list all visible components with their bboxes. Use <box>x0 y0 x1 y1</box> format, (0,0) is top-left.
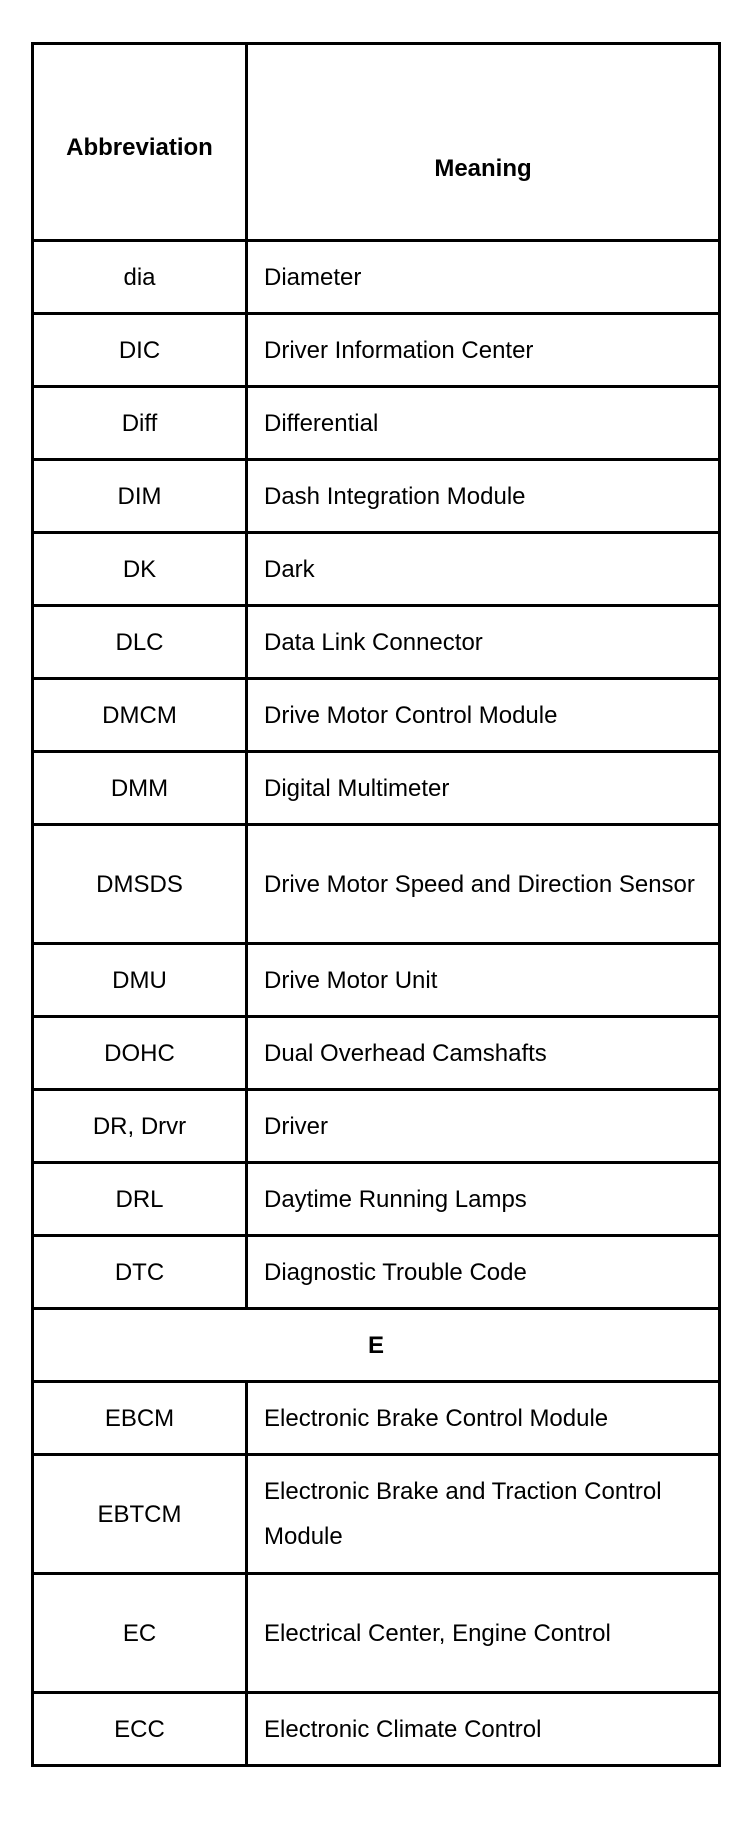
table-row <box>33 533 720 606</box>
abbreviation-cell: Diff <box>33 387 247 460</box>
abbreviation-cell: EBCM <box>33 1382 247 1455</box>
table-row <box>33 944 720 1017</box>
table-row <box>33 1236 720 1309</box>
table-row <box>33 752 720 825</box>
meaning-cell: Drive Motor Control Module <box>247 679 720 752</box>
table-row <box>33 606 720 679</box>
meaning-cell: Electronic Climate Control <box>247 1693 720 1766</box>
table-row <box>33 314 720 387</box>
abbreviation-cell: DLC <box>33 606 247 679</box>
meaning-cell: Driver <box>247 1090 720 1163</box>
abbreviation-cell: DMM <box>33 752 247 825</box>
meaning-cell: Drive Motor Speed and Direction Sensor <box>247 825 720 944</box>
meaning-cell: Dark <box>247 533 720 606</box>
meaning-cell: Dual Overhead Camshafts <box>247 1017 720 1090</box>
table-row <box>33 825 720 944</box>
table-row <box>33 1693 720 1766</box>
table-row <box>33 1163 720 1236</box>
abbreviation-cell: DMCM <box>33 679 247 752</box>
meaning-cell: Daytime Running Lamps <box>247 1163 720 1236</box>
abbreviation-cell: dia <box>33 241 247 314</box>
table-row <box>33 241 720 314</box>
table-row <box>33 1017 720 1090</box>
abbreviation-cell: DIC <box>33 314 247 387</box>
meaning-cell: Digital Multimeter <box>247 752 720 825</box>
meaning-cell: Drive Motor Unit <box>247 944 720 1017</box>
header-abbreviation: Abbreviation <box>33 44 247 241</box>
abbreviation-cell: DOHC <box>33 1017 247 1090</box>
meaning-cell: Electronic Brake and Traction Control Module <box>247 1455 720 1574</box>
table-row <box>33 460 720 533</box>
table-row <box>33 1382 720 1455</box>
abbreviation-cell: DTC <box>33 1236 247 1309</box>
section-header-row <box>33 1309 720 1382</box>
abbreviation-cell: DIM <box>33 460 247 533</box>
abbreviation-table <box>31 42 721 1767</box>
table-header-row <box>33 44 720 241</box>
meaning-cell: Electrical Center, Engine Control <box>247 1574 720 1693</box>
meaning-cell: Electronic Brake Control Module <box>247 1382 720 1455</box>
meaning-cell: Diagnostic Trouble Code <box>247 1236 720 1309</box>
abbreviation-cell: DR, Drvr <box>33 1090 247 1163</box>
abbreviation-cell: EBTCM <box>33 1455 247 1574</box>
table-row <box>33 1090 720 1163</box>
meaning-cell: Data Link Connector <box>247 606 720 679</box>
abbreviation-cell: DRL <box>33 1163 247 1236</box>
meaning-cell: Diameter <box>247 241 720 314</box>
abbreviation-cell: EC <box>33 1574 247 1693</box>
table-row <box>33 679 720 752</box>
meaning-cell: Driver Information Center <box>247 314 720 387</box>
table-row <box>33 1574 720 1693</box>
abbreviation-cell: ECC <box>33 1693 247 1766</box>
section-letter: E <box>33 1309 720 1382</box>
abbreviation-cell: DK <box>33 533 247 606</box>
abbreviation-cell: DMSDS <box>33 825 247 944</box>
header-meaning: Meaning <box>247 44 720 241</box>
abbreviation-cell: DMU <box>33 944 247 1017</box>
table-row <box>33 387 720 460</box>
table-row <box>33 1455 720 1574</box>
meaning-cell: Dash Integration Module <box>247 460 720 533</box>
meaning-cell: Differential <box>247 387 720 460</box>
